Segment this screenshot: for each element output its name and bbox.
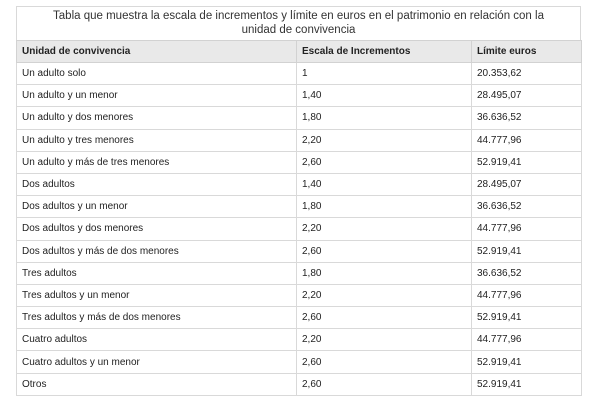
cell-escala: 2,60 <box>297 307 472 329</box>
table-row <box>17 373 582 395</box>
table-row <box>17 151 582 173</box>
cell-unidad: Tres adultos y un menor <box>17 284 297 306</box>
cell-unidad: Un adulto y un menor <box>17 85 297 107</box>
table-row <box>17 284 582 306</box>
cell-escala: 2,60 <box>297 351 472 373</box>
table-row <box>17 129 582 151</box>
table-container <box>16 6 581 396</box>
cell-limite: 52.919,41 <box>472 351 582 373</box>
cell-escala: 2,60 <box>297 373 472 395</box>
cell-escala: 2,20 <box>297 129 472 151</box>
cell-limite: 36.636,52 <box>472 262 582 284</box>
cell-escala: 2,20 <box>297 284 472 306</box>
cell-unidad: Un adulto y dos menores <box>17 107 297 129</box>
cell-limite: 28.495,07 <box>472 85 582 107</box>
cell-escala: 2,60 <box>297 151 472 173</box>
table-row <box>17 196 582 218</box>
cell-unidad: Tres adultos <box>17 262 297 284</box>
cell-escala: 1,80 <box>297 196 472 218</box>
table-row <box>17 307 582 329</box>
cell-unidad: Dos adultos y un menor <box>17 196 297 218</box>
cell-limite: 44.777,96 <box>472 129 582 151</box>
cell-limite: 52.919,41 <box>472 373 582 395</box>
cell-limite: 52.919,41 <box>472 151 582 173</box>
cell-escala: 2,60 <box>297 240 472 262</box>
header-limite: Límite euros <box>472 41 582 63</box>
table-row <box>17 351 582 373</box>
cell-escala: 1 <box>297 63 472 85</box>
table-row <box>17 329 582 351</box>
header-unidad: Unidad de convivencia <box>17 41 297 63</box>
cell-escala: 2,20 <box>297 329 472 351</box>
cell-unidad: Un adulto solo <box>17 63 297 85</box>
table-caption: Tabla que muestra la escala de incrementos y límite en euros en el patrimonio en relación con la unidad de convivencia <box>16 6 581 40</box>
cell-limite: 20.353,62 <box>472 63 582 85</box>
cell-limite: 52.919,41 <box>472 240 582 262</box>
table-row <box>17 240 582 262</box>
cell-unidad: Dos adultos y dos menores <box>17 218 297 240</box>
cell-unidad: Un adulto y más de tres menores <box>17 151 297 173</box>
cell-unidad: Cuatro adultos y un menor <box>17 351 297 373</box>
header-escala: Escala de Incrementos <box>297 41 472 63</box>
cell-unidad: Un adulto y tres menores <box>17 129 297 151</box>
cell-limite: 44.777,96 <box>472 284 582 306</box>
table-row <box>17 85 582 107</box>
cell-limite: 36.636,52 <box>472 107 582 129</box>
table-header-row <box>17 41 582 63</box>
cell-escala: 1,80 <box>297 262 472 284</box>
table-row <box>17 218 582 240</box>
cell-unidad: Cuatro adultos <box>17 329 297 351</box>
cell-limite: 28.495,07 <box>472 173 582 195</box>
cell-limite: 44.777,96 <box>472 218 582 240</box>
table-row <box>17 173 582 195</box>
cell-unidad: Dos adultos y más de dos menores <box>17 240 297 262</box>
cell-escala: 1,80 <box>297 107 472 129</box>
table-row <box>17 107 582 129</box>
cell-escala: 2,20 <box>297 218 472 240</box>
cell-unidad: Otros <box>17 373 297 395</box>
table-row <box>17 262 582 284</box>
increments-table <box>16 40 582 396</box>
cell-escala: 1,40 <box>297 85 472 107</box>
table-body <box>17 63 582 396</box>
table-row <box>17 63 582 85</box>
cell-limite: 44.777,96 <box>472 329 582 351</box>
cell-unidad: Tres adultos y más de dos menores <box>17 307 297 329</box>
cell-unidad: Dos adultos <box>17 173 297 195</box>
cell-limite: 52.919,41 <box>472 307 582 329</box>
cell-limite: 36.636,52 <box>472 196 582 218</box>
cell-escala: 1,40 <box>297 173 472 195</box>
